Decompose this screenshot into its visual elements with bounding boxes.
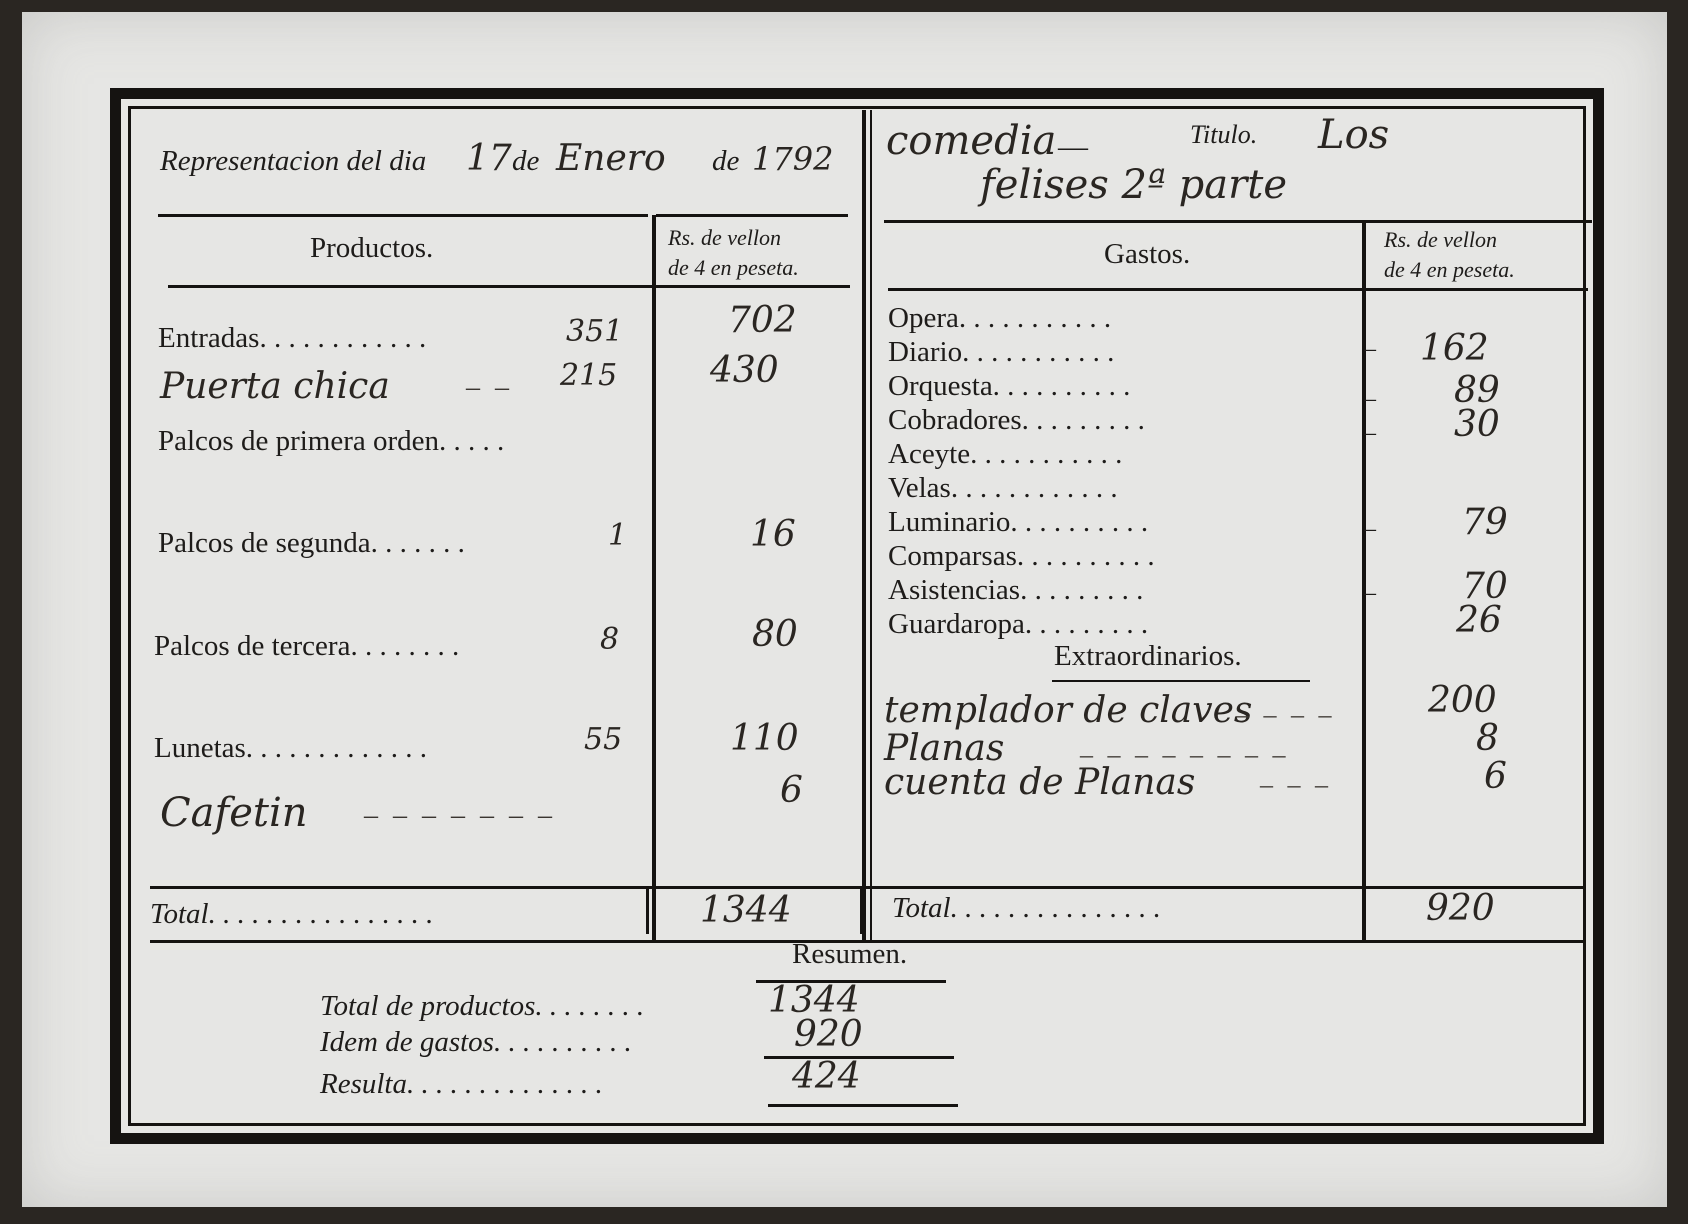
resumen-row-value: 920 bbox=[794, 1014, 863, 1055]
gastos-tick: – bbox=[1364, 336, 1376, 362]
productos-row-label: Cafetin bbox=[160, 790, 308, 836]
center-divider bbox=[862, 110, 866, 942]
gastos-row-label: Diario. . . . . . . . . . . bbox=[888, 336, 1115, 368]
productos-unit-top-rule bbox=[656, 214, 848, 217]
header-dash: — bbox=[1058, 130, 1088, 163]
productos-heading: Productos. bbox=[310, 232, 434, 264]
gastos-row-value: 70 bbox=[1462, 566, 1508, 607]
header-title-line-1: Los bbox=[1318, 112, 1390, 158]
gastos-row-label: Luminario. . . . . . . . . . bbox=[888, 506, 1149, 538]
productos-row-count: 215 bbox=[560, 358, 618, 393]
productos-row-value: 430 bbox=[710, 350, 779, 391]
resumen-row-label: Total de productos. . . . . . . . bbox=[320, 990, 645, 1022]
gastos-row-label: Cobradores. . . . . . . . . bbox=[888, 404, 1145, 436]
totals-divider-left bbox=[646, 888, 649, 934]
extraordinarios-heading: Extraordinarios. bbox=[1054, 640, 1242, 672]
productos-row-label: Palcos de segunda. . . . . . . bbox=[158, 527, 465, 559]
totals-divider-center bbox=[860, 888, 863, 934]
header-prefix: Representacion del dia bbox=[160, 145, 427, 177]
header-day: 17 bbox=[466, 138, 512, 179]
gastos-tick: – bbox=[1364, 516, 1376, 542]
extraordinarios-rule bbox=[1052, 680, 1310, 682]
productos-row-label: Palcos de tercera. . . . . . . . bbox=[154, 630, 460, 662]
extra-row-value: 6 bbox=[1484, 756, 1507, 797]
productos-row-leader: – – bbox=[466, 372, 513, 403]
productos-row-value: 702 bbox=[728, 300, 797, 341]
gastos-heading-rule bbox=[888, 288, 1588, 291]
gastos-top-rule bbox=[884, 220, 1366, 223]
productos-row-label: Lunetas. . . . . . . . . . . . . bbox=[154, 732, 428, 764]
extra-row-label: templador de claves bbox=[884, 690, 1253, 731]
productos-row-label: Puerta chica bbox=[160, 366, 390, 407]
productos-row-value: 16 bbox=[750, 514, 796, 555]
productos-unit-line-2: de 4 en peseta. bbox=[668, 255, 799, 280]
gastos-unit-line-1: Rs. de vellon bbox=[1384, 227, 1498, 252]
productos-top-rule bbox=[158, 214, 648, 217]
productos-row-value: 110 bbox=[730, 718, 799, 759]
gastos-row-value: 79 bbox=[1462, 502, 1508, 543]
gastos-row-value: 89 bbox=[1454, 370, 1500, 411]
gastos-heading: Gastos. bbox=[1104, 238, 1191, 270]
gastos-unit-top-rule bbox=[1366, 220, 1592, 223]
productos-row-count: 351 bbox=[566, 314, 624, 349]
extra-row-label: Planas bbox=[884, 728, 1005, 769]
extra-row-leader: – – – bbox=[1260, 770, 1332, 799]
header-year: 1792 bbox=[752, 140, 834, 178]
extra-row-leader: – – – – bbox=[1236, 700, 1336, 729]
totals-divider-right bbox=[1362, 888, 1365, 930]
gastos-row-value: 162 bbox=[1420, 328, 1489, 369]
header-de-1: de bbox=[512, 145, 540, 177]
gastos-total-value: 920 bbox=[1426, 888, 1495, 929]
gastos-tick: – bbox=[1364, 420, 1376, 446]
header-month: Enero bbox=[556, 138, 666, 179]
productos-row-count: 1 bbox=[608, 518, 628, 553]
header-titulo-label: Titulo. bbox=[1190, 120, 1258, 149]
center-divider-2 bbox=[870, 110, 872, 942]
productos-row-label: Palcos de primera orden. . . . . bbox=[158, 425, 505, 457]
gastos-row-label: Orquesta. . . . . . . . . . bbox=[888, 370, 1131, 402]
extra-row-value: 8 bbox=[1476, 718, 1499, 759]
header-genre: comedia bbox=[886, 118, 1057, 164]
productos-total-value: 1344 bbox=[700, 890, 792, 931]
productos-row-value: 6 bbox=[780, 770, 803, 811]
resumen-row-value: 1344 bbox=[768, 980, 860, 1021]
productos-row-count: 55 bbox=[584, 722, 623, 757]
gastos-row-label: Opera. . . . . . . . . . . bbox=[888, 302, 1112, 334]
gastos-row-value: 30 bbox=[1454, 404, 1500, 445]
productos-row-label: Entradas. . . . . . . . . . . . bbox=[158, 322, 427, 354]
productos-row-leader: – – – – – – – bbox=[364, 800, 556, 831]
gastos-row-label: Guardaropa. . . . . . . . . bbox=[888, 608, 1149, 640]
extra-row-leader: – – – – – – – – bbox=[1080, 740, 1290, 769]
gastos-tick: – bbox=[1364, 386, 1376, 412]
resumen-row-label: Idem de gastos. . . . . . . . . . bbox=[320, 1026, 632, 1058]
resumen-row-value: 424 bbox=[792, 1056, 861, 1097]
gastos-row-label: Comparsas. . . . . . . . . . bbox=[888, 540, 1155, 572]
gastos-row-label: Aceyte. . . . . . . . . . . bbox=[888, 438, 1123, 470]
resumen-row-label: Resulta. . . . . . . . . . . . . . bbox=[320, 1068, 603, 1100]
extra-row-value: 200 bbox=[1428, 680, 1497, 721]
productos-unit-line-1: Rs. de vellon bbox=[668, 225, 782, 250]
productos-heading-rule bbox=[168, 285, 850, 288]
resumen-heading: Resumen. bbox=[792, 938, 908, 970]
gastos-unit-line-2: de 4 en peseta. bbox=[1384, 257, 1515, 282]
gastos-row-label: Velas. . . . . . . . . . . . bbox=[888, 472, 1118, 504]
gastos-tick: – bbox=[1364, 580, 1376, 606]
productos-row-count: 8 bbox=[600, 622, 620, 657]
productos-row-value: 80 bbox=[752, 614, 798, 655]
productos-total-label: Total. . . . . . . . . . . . . . . . bbox=[150, 898, 434, 930]
header-title-line-2: felises 2ª parte bbox=[980, 162, 1287, 208]
totals-top-rule bbox=[150, 886, 1586, 889]
gastos-row-label: Asistencias. . . . . . . . . bbox=[888, 574, 1144, 606]
gastos-row-value: 26 bbox=[1456, 600, 1502, 641]
extra-row-label: cuenta de Planas bbox=[884, 762, 1196, 803]
productos-value-divider bbox=[652, 215, 656, 940]
header-de-2: de bbox=[712, 145, 740, 177]
resumen-bottom-rule bbox=[768, 1104, 958, 1107]
gastos-total-label: Total. . . . . . . . . . . . . . . bbox=[892, 892, 1161, 924]
